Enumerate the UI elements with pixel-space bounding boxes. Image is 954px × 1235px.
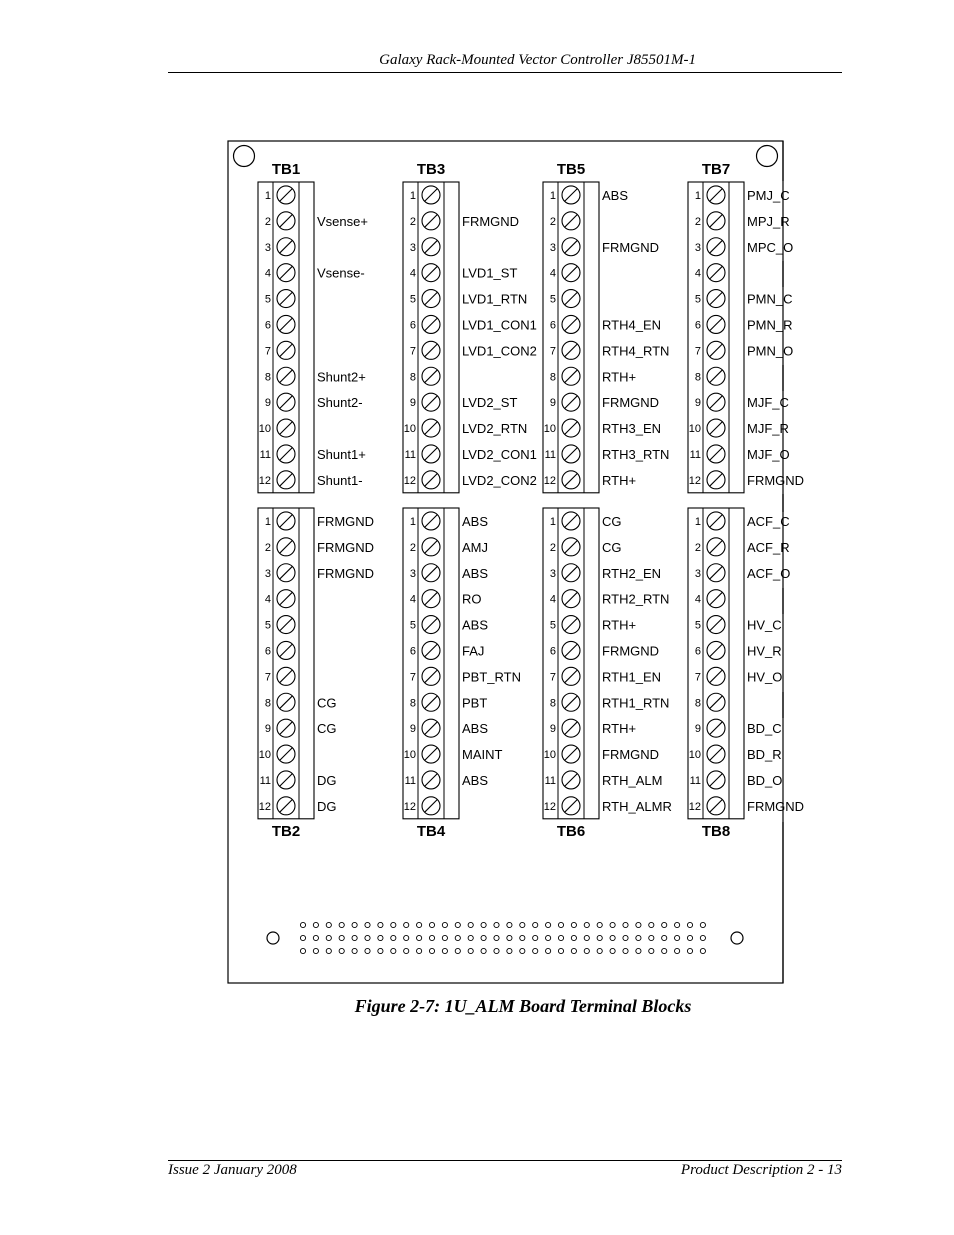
pin-label: RTH+ <box>602 617 637 633</box>
connector-pin <box>700 935 705 940</box>
pin-number: 4 <box>549 267 556 280</box>
terminal-block-tb2 <box>258 508 374 840</box>
pin-number: 9 <box>409 397 416 410</box>
pin-number: 8 <box>694 371 701 384</box>
connector-pin <box>429 935 434 940</box>
pin-number: 10 <box>258 749 271 762</box>
terminal-block-tb6 <box>543 508 672 840</box>
pin-label: AMJ <box>462 539 488 555</box>
pin-label: ABS <box>462 565 489 581</box>
pin-number: 9 <box>264 397 271 410</box>
pin-label: RO <box>462 591 482 607</box>
pin-number: 12 <box>258 800 271 813</box>
pin-label: Vsense+ <box>317 213 368 229</box>
connector-pin <box>339 948 344 953</box>
pin-label: HV_C <box>747 617 782 633</box>
connector-pin <box>468 948 473 953</box>
connector-pin <box>636 948 641 953</box>
connector-pin <box>649 948 654 953</box>
pin-label: HV_O <box>747 669 783 685</box>
pin-number: 11 <box>404 448 416 461</box>
pin-number: 4 <box>694 593 701 606</box>
connector-pin <box>326 922 331 927</box>
connector-pin <box>442 948 447 953</box>
pin-label: ABS <box>462 721 489 737</box>
pin-number: 10 <box>543 423 556 436</box>
pin-label: Shunt2- <box>317 395 363 411</box>
connector-pin <box>636 935 641 940</box>
pin-number: 2 <box>694 215 701 228</box>
pin-label: RTH+ <box>602 721 637 737</box>
figure-caption: Figure 2-7: 1U_ALM Board Terminal Blocks <box>354 996 692 1016</box>
edge-connector <box>300 922 705 953</box>
pin-number: 9 <box>409 723 416 736</box>
terminal-block-title: TB5 <box>556 161 586 178</box>
pin-number: 3 <box>409 567 416 580</box>
pin-number: 8 <box>549 697 556 710</box>
pin-number: 6 <box>549 319 556 332</box>
connector-pin <box>597 948 602 953</box>
connector-pin <box>507 922 512 927</box>
terminal-block-title: TB4 <box>416 822 446 840</box>
connector-pin <box>533 948 538 953</box>
pin-label: Vsense- <box>317 265 365 281</box>
pin-number: 4 <box>409 267 416 280</box>
connector-pin <box>468 935 473 940</box>
pin-label: CG <box>317 695 337 711</box>
connector-pin <box>391 922 396 927</box>
pin-label: RTH4_EN <box>602 317 662 333</box>
pin-number: 9 <box>549 397 556 410</box>
connector-pin <box>571 935 576 940</box>
pin-number: 11 <box>689 448 701 461</box>
pin-label: ABS <box>462 513 489 529</box>
pin-number: 8 <box>549 371 556 384</box>
connector-pin <box>546 948 551 953</box>
pin-number: 3 <box>549 567 556 580</box>
pin-number: 8 <box>264 371 271 384</box>
connector-pin <box>455 922 460 927</box>
pin-number: 11 <box>544 774 556 787</box>
pin-number: 11 <box>259 448 271 461</box>
connector-pin <box>494 935 499 940</box>
connector-pin <box>687 935 692 940</box>
connector-pin <box>404 935 409 940</box>
connector-pin <box>391 935 396 940</box>
pin-number: 5 <box>264 293 271 306</box>
pin-number: 6 <box>549 645 556 658</box>
pin-label: Shunt2+ <box>317 369 366 385</box>
connector-pin <box>520 935 525 940</box>
pin-number: 6 <box>264 319 271 332</box>
pin-number: 3 <box>694 567 701 580</box>
pin-number: 8 <box>694 697 701 710</box>
pin-label: ACF_O <box>747 565 791 581</box>
pin-number: 7 <box>409 345 416 358</box>
terminal-block-tb5 <box>543 161 669 493</box>
pin-label: FRMGND <box>317 565 375 581</box>
pin-number: 8 <box>409 371 416 384</box>
connector-pin <box>326 935 331 940</box>
pin-label: FRMGND <box>602 395 660 411</box>
pin-number: 6 <box>264 645 271 658</box>
pin-number: 7 <box>694 345 701 358</box>
pin-label: CG <box>317 721 337 737</box>
pin-number: 2 <box>264 215 271 228</box>
pin-number: 11 <box>259 774 271 787</box>
mounting-hole-top-right <box>757 146 778 167</box>
pin-label: BD_C <box>747 721 782 737</box>
pin-number: 12 <box>403 800 416 813</box>
pin-number: 12 <box>258 474 271 487</box>
pin-label: RTH_ALMR <box>602 798 672 814</box>
pin-label: RTH1_EN <box>602 669 662 685</box>
connector-pin <box>391 948 396 953</box>
pin-label: Shunt1- <box>317 472 363 488</box>
pin-label: MPJ_R <box>747 213 790 229</box>
connector-pin <box>520 922 525 927</box>
connector-pin <box>571 948 576 953</box>
connector-pin <box>481 935 486 940</box>
pin-number: 10 <box>403 423 416 436</box>
pin-number: 9 <box>264 723 271 736</box>
pin-number: 1 <box>264 189 271 202</box>
page-header-title: Galaxy Rack-Mounted Vector Controller J85501M-1 <box>379 52 696 68</box>
pin-label: BD_R <box>747 747 782 763</box>
pin-number: 1 <box>694 515 701 528</box>
connector-pin <box>584 948 589 953</box>
pin-number: 2 <box>549 541 556 554</box>
connector-pin <box>597 922 602 927</box>
connector-pin <box>378 935 383 940</box>
connector-pin <box>300 935 305 940</box>
connector-pin <box>700 922 705 927</box>
connector-pin <box>623 935 628 940</box>
pin-label: PMN_R <box>747 317 793 333</box>
pin-number: 12 <box>543 474 556 487</box>
connector-pin <box>442 922 447 927</box>
pin-label: RTH2_RTN <box>602 591 670 607</box>
connector-pin <box>417 948 422 953</box>
pin-number: 10 <box>258 423 271 436</box>
pin-number: 3 <box>694 241 701 254</box>
connector-pin <box>623 922 628 927</box>
pin-number: 3 <box>264 241 271 254</box>
pin-number: 10 <box>688 423 701 436</box>
pin-label: LVD2_CON1 <box>462 446 537 462</box>
pin-number: 5 <box>694 619 701 632</box>
connector-pin <box>610 948 615 953</box>
pin-label: PMN_C <box>747 291 793 307</box>
connector-pin <box>662 935 667 940</box>
pin-number: 8 <box>264 697 271 710</box>
pin-label: LVD1_CON2 <box>462 343 537 359</box>
pin-number: 6 <box>694 319 701 332</box>
pin-number: 5 <box>694 293 701 306</box>
connector-pin <box>455 935 460 940</box>
connector-pin <box>352 922 357 927</box>
pin-label: FAJ <box>462 643 485 659</box>
pin-number: 1 <box>549 189 556 202</box>
terminal-block-tb4 <box>403 508 521 840</box>
pin-label: BD_O <box>747 772 783 788</box>
pin-number: 3 <box>549 241 556 254</box>
mounting-hole-top-left <box>234 146 255 167</box>
pin-label: FRMGND <box>602 239 660 255</box>
connector-pin <box>649 922 654 927</box>
pin-label: RTH+ <box>602 369 637 385</box>
pin-label: RTH3_EN <box>602 421 662 437</box>
pin-number: 7 <box>264 345 271 358</box>
connector-pin <box>584 935 589 940</box>
pin-number: 9 <box>549 723 556 736</box>
connector-pin <box>520 948 525 953</box>
pin-label: FRMGND <box>602 643 660 659</box>
pin-label: MPC_O <box>747 239 794 255</box>
pin-label: MJF_R <box>747 421 789 437</box>
pin-label: CG <box>602 513 622 529</box>
connector-pin <box>378 948 383 953</box>
pin-number: 7 <box>549 671 556 684</box>
pin-label: DG <box>317 772 337 788</box>
connector-pin <box>352 948 357 953</box>
footer-rule <box>168 1160 842 1161</box>
mounting-hole-bottom-left <box>267 932 279 944</box>
connector-pin <box>378 922 383 927</box>
pin-number: 12 <box>688 800 701 813</box>
pin-label: LVD2_ST <box>462 395 518 411</box>
pin-label: RTH_ALM <box>602 772 663 788</box>
connector-pin <box>675 922 680 927</box>
pin-label: FRMGND <box>462 213 520 229</box>
pin-label: ABS <box>462 772 489 788</box>
pin-number: 4 <box>264 267 271 280</box>
pin-number: 9 <box>694 397 701 410</box>
pin-number: 10 <box>403 749 416 762</box>
terminal-block-title: TB8 <box>701 822 731 840</box>
pin-label: RTH1_RTN <box>602 695 670 711</box>
connector-pin <box>571 922 576 927</box>
pin-label: LVD2_CON2 <box>462 472 537 488</box>
pin-number: 11 <box>689 774 701 787</box>
pin-number: 6 <box>694 645 701 658</box>
connector-pin <box>558 922 563 927</box>
pin-number: 12 <box>403 474 416 487</box>
pin-label: CG <box>602 539 622 555</box>
pin-number: 4 <box>694 267 701 280</box>
pin-label: LVD1_ST <box>462 265 518 281</box>
connector-pin <box>675 948 680 953</box>
terminal-block-title: TB6 <box>556 822 586 840</box>
pin-label: FRMGND <box>747 798 805 814</box>
pin-number: 4 <box>409 593 416 606</box>
connector-pin <box>533 922 538 927</box>
connector-pin <box>675 935 680 940</box>
pin-label: MAINT <box>462 747 503 763</box>
connector-pin <box>636 922 641 927</box>
connector-pin <box>481 948 486 953</box>
connector-pin <box>546 922 551 927</box>
connector-pin <box>558 935 563 940</box>
connector-pin <box>494 922 499 927</box>
connector-pin <box>687 948 692 953</box>
pin-number: 7 <box>694 671 701 684</box>
pin-number: 1 <box>694 189 701 202</box>
connector-pin <box>507 948 512 953</box>
terminal-block-title: TB1 <box>271 161 301 178</box>
pin-number: 5 <box>549 293 556 306</box>
pin-label: ACF_C <box>747 513 790 529</box>
pin-number: 7 <box>409 671 416 684</box>
connector-pin <box>687 922 692 927</box>
connector-pin <box>455 948 460 953</box>
connector-pin <box>339 922 344 927</box>
connector-pin <box>313 935 318 940</box>
connector-pin <box>507 935 512 940</box>
connector-pin <box>623 948 628 953</box>
connector-pin <box>533 935 538 940</box>
connector-pin <box>546 935 551 940</box>
connector-pin <box>404 922 409 927</box>
terminal-block-tb3 <box>403 161 537 493</box>
footer-page: Product Description 2 - 13 <box>680 1162 842 1178</box>
pin-label: MJF_O <box>747 446 790 462</box>
pin-label: ACF_R <box>747 539 790 555</box>
pin-label: PBT_RTN <box>462 669 521 685</box>
terminal-block-tb7 <box>688 161 804 493</box>
connector-pin <box>300 922 305 927</box>
terminal-block-title: TB2 <box>271 822 301 840</box>
terminal-block-tb1 <box>258 161 368 493</box>
pin-number: 5 <box>409 293 416 306</box>
pin-label: LVD1_RTN <box>462 291 528 307</box>
connector-pin <box>662 948 667 953</box>
connector-pin <box>313 922 318 927</box>
pin-number: 5 <box>549 619 556 632</box>
pin-number: 6 <box>409 645 416 658</box>
pin-label: PMJ_C <box>747 187 790 203</box>
connector-pin <box>494 948 499 953</box>
connector-pin <box>442 935 447 940</box>
pin-number: 1 <box>549 515 556 528</box>
pin-number: 7 <box>264 671 271 684</box>
pin-number: 2 <box>694 541 701 554</box>
mounting-hole-bottom-right <box>731 932 743 944</box>
pin-label: RTH2_EN <box>602 565 662 581</box>
pin-number: 12 <box>688 474 701 487</box>
connector-pin <box>339 935 344 940</box>
pin-number: 2 <box>264 541 271 554</box>
connector-pin <box>300 948 305 953</box>
pin-number: 1 <box>264 515 271 528</box>
pin-number: 1 <box>409 189 416 202</box>
terminal-block-title: TB7 <box>701 161 731 178</box>
connector-pin <box>700 948 705 953</box>
connector-pin <box>313 948 318 953</box>
pin-label: RTH4_RTN <box>602 343 670 359</box>
pin-label: FRMGND <box>602 747 660 763</box>
pin-number: 3 <box>409 241 416 254</box>
connector-pin <box>429 922 434 927</box>
pin-label: Shunt1+ <box>317 446 366 462</box>
pin-label: DG <box>317 798 337 814</box>
pin-number: 8 <box>409 697 416 710</box>
connector-pin <box>429 948 434 953</box>
pin-label: LVD1_CON1 <box>462 317 537 333</box>
pin-label: ABS <box>462 617 489 633</box>
connector-pin <box>649 935 654 940</box>
pin-label: LVD2_RTN <box>462 421 528 437</box>
connector-pin <box>365 948 370 953</box>
pin-number: 3 <box>264 567 271 580</box>
pin-number: 7 <box>549 345 556 358</box>
pin-label: PMN_O <box>747 343 794 359</box>
pin-number: 10 <box>543 749 556 762</box>
pin-label: HV_R <box>747 643 782 659</box>
pin-number: 6 <box>409 319 416 332</box>
pin-label: FRMGND <box>317 539 375 555</box>
pin-number: 4 <box>549 593 556 606</box>
connector-pin <box>662 922 667 927</box>
connector-pin <box>481 922 486 927</box>
pin-number: 2 <box>409 215 416 228</box>
pin-number: 2 <box>549 215 556 228</box>
pin-number: 12 <box>543 800 556 813</box>
connector-pin <box>597 935 602 940</box>
connector-pin <box>417 935 422 940</box>
pin-label: RTH+ <box>602 472 637 488</box>
connector-pin <box>365 935 370 940</box>
pin-label: FRMGND <box>747 472 805 488</box>
pin-label: ABS <box>602 187 629 203</box>
connector-pin <box>584 922 589 927</box>
connector-pin <box>468 922 473 927</box>
pin-number: 5 <box>409 619 416 632</box>
pin-label: FRMGND <box>317 513 375 529</box>
pin-number: 4 <box>264 593 271 606</box>
pin-number: 5 <box>264 619 271 632</box>
connector-pin <box>404 948 409 953</box>
terminal-block-tb8 <box>688 508 804 840</box>
footer-issue: Issue 2 January 2008 <box>168 1162 297 1178</box>
connector-pin <box>610 922 615 927</box>
pin-number: 1 <box>409 515 416 528</box>
pin-number: 2 <box>409 541 416 554</box>
pin-number: 11 <box>404 774 416 787</box>
pin-label: MJF_C <box>747 395 789 411</box>
pin-number: 9 <box>694 723 701 736</box>
pin-number: 11 <box>544 448 556 461</box>
connector-pin <box>326 948 331 953</box>
connector-pin <box>417 922 422 927</box>
pin-label: RTH3_RTN <box>602 446 670 462</box>
connector-pin <box>558 948 563 953</box>
pin-number: 10 <box>688 749 701 762</box>
connector-pin <box>610 935 615 940</box>
connector-pin <box>352 935 357 940</box>
connector-pin <box>365 922 370 927</box>
pin-label: PBT <box>462 695 488 711</box>
terminal-block-title: TB3 <box>416 161 446 178</box>
